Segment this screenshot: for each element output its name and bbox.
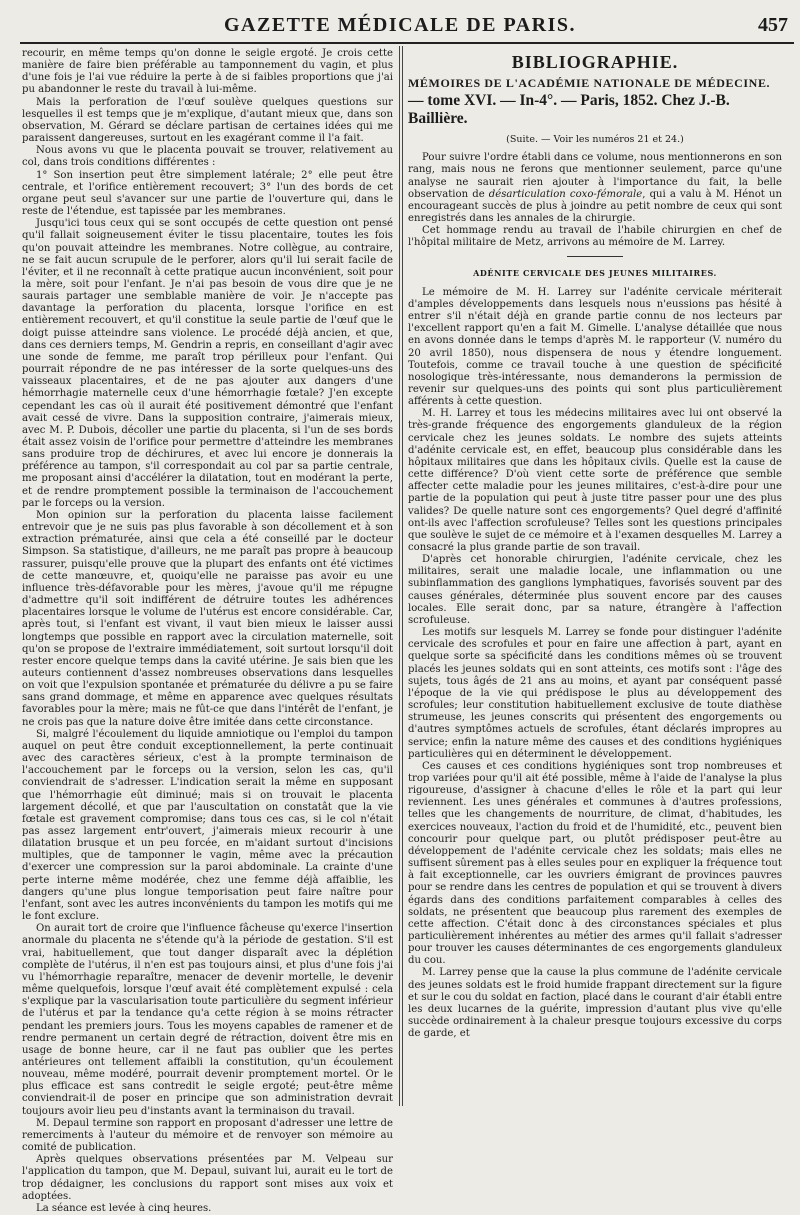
suite-note: (Suite. — Voir les numéros 21 et 24.) — [506, 134, 684, 146]
right-paragraph-1: Le mémoire de M. H. Larrey sur l'adénite cervicale mériterait d'amples développements dans lesquels nous n'eussions pas hésité à entrer s'il n'était déjà en grande partie connu de nos lecteurs par l'excellent rapport qu'en a fait M. Gimelle. L'analyse détaillée que nous en avons donnée dans le temps d'après M. le rapporteur (V. numéro du 20 avril 1850), nous dispensera de nous y étendre longuement. Toutefois, comme ce travail touche à une question de spécificité nosologique très-intéressante, nous demanderons la permission de revenir sur quelques-uns des points qui sont plus particulièrement afférents à cette question. — [408, 286, 782, 408]
left-paragraph-10: Après quelques observations présentées par M. Velpeau sur l'application du tampon, que M. Depaul, suivant lui, aurait eu le tort de trop dédaigner, les conclusions du rapport sont mises aux voix et adoptées. — [22, 1154, 393, 1202]
journal-title: GAZETTE MÉDICALE DE PARIS. — [223, 14, 577, 36]
right-paragraph-5: Ces causes et ces conditions hygiéniques sont trop nombreuses et trop variées pour qu'il ait été possible, même à l'aide de l'analyse la plus rigoureuse, d'assigner à chacune d'elles le rôle et la part qui leur reviennent. Les unes générales et communes à d'autres professions, telles que les changements de nourriture, de climat, d'habitudes, les exercices nouveaux, l'action du froid et de l'humidité, etc., peuvent bien concourir pour quelque part, ou plutôt prédisposer peut-être au développement de l'adénite cervicale chez les soldats; mais elles ne suffisent sûrement pas à elles seules pour en expliquer la fréquence tout à fait exceptionnelle, car les ouvriers émigrant de provinces pauvres pour se rendre dans les centres de population et qui se trouvent à divers égards dans des conditions parfaitement comparables à celles des soldats, ne présentent que beaucoup plus rarement des exemples de cette affection. C'était donc à des circonstances spéciales et plus particulièrement inhérentes au métier des armes qu'il fallait s'adresser pour trouver les causes déterminantes de ces engorgements glanduleux du cou. — [408, 760, 782, 967]
page-number: 457 — [758, 14, 788, 36]
right-paragraph-2: M. H. Larrey et tous les médecins militaires avec lui ont observé la très-grande fréquence des engorgements glanduleux de la région cervicale chez les jeunes soldats. Le nombre des sujets atteints d'adénite cervicale est, en effet, beaucoup plus considérable dans les hôpitaux militaires que dans les hôpitaux civils. Quelle est la cause de cette différence? D'où vient cette sorte de préférence que semble affecter cette maladie pour les jeunes militaires, c'est-à-dire pour une partie de la population qui peut à juste titre passer pour une des plus valides? De quelle nature sont ces engorgements? Quel degré d'affinité ont-ils avec l'affection scrofuleuse? Telles sont les questions principales que soulève le sujet de ce mémoire et à l'examen desquelles M. Larrey a consacré la plus grande partie de son travail. — [408, 408, 782, 553]
header-rule — [20, 42, 794, 44]
section-title-bibliographie: BIBLIOGRAPHIE. — [511, 52, 679, 72]
intro-paragraph-2: Cet hommage rendu au travail de l'habile chirurgien en chef de l'hôpital militaire de Metz, arrivons au mémoire de M. Larrey. — [408, 225, 782, 249]
book-heading — [408, 74, 782, 128]
book-heading-academy: MÉMOIRES DE L'ACADÉMIE NATIONALE DE MÉDECINE. — [408, 76, 771, 91]
book-heading-details: — tome XVI. — In-4°. — Paris, 1852. Chez J.-B. Baillière. — [408, 92, 730, 128]
left-column — [22, 48, 393, 1214]
left-paragraph-3: Nous avons vu que le placenta pouvait se trouver, relativement au col, dans trois conditions différentes : — [22, 145, 393, 169]
right-column — [408, 48, 782, 1103]
intro-text-1b: , qui a valu à M. Hénot un encourageant succès de plus à joindre au petit nombre de ceux qui sont enregistrés dans les annales de la chirurgie. — [408, 188, 782, 225]
left-paragraph-9: M. Depaul termine son rapport en proposant d'adresser une lettre de remerciments à l'auteur du mémoire et de renvoyer son mémoire au comité de publication. — [22, 1117, 393, 1154]
column-divider-second — [402, 46, 403, 1106]
intro-text-italic: désarticulation coxo-fémorale — [488, 188, 643, 200]
right-paragraph-3: D'après cet honorable chirurgien, l'adénite cervicale, chez les militaires, serait une maladie locale, une inflammation ou une subinflammation des ganglions lymphatiques, favorisés souvent par des causes générales, déterminée plus souvent encore par des causes locales. Elle serait donc, par sa nature, étrangère à l'affection scrofuleuse. — [408, 554, 782, 626]
left-paragraph-7: Si, malgré l'écoulement du liquide amniotique ou l'emploi du tampon auquel on peut être conduit exceptionnellement, la perte continuait avec des caractères sérieux, c'est à la prompte terminaison de l'accouchement par le forceps ou la version, selon les cas, qu'il conviendrait de s'adresser. L'indication serait la même en supposant que l'hémorrhagie eût diminué; mais si on trouvait le placenta largement décollé, et que par l'auscultation on constatât que la vie fœtale est gravement compromise; dans tous ces cas, si le col n'était pas assez largement entr'ouvert, j'aimerais mieux recourir à une dilatation brusque et un peu forcée, en m'aidant surtout d'incisions multiples, que de tamponner le vagin, même avec la précaution d'exercer une compression sur la paroi abdominale. La crainte d'une perte interne même modérée, chez une femme déjà affaiblie, les dangers qu'une plus longue temporisation peut faire naître pour l'enfant, sont avec les autres inconvénients du tampon les motifs qui me le font exclure. — [22, 728, 393, 923]
left-paragraph-1: recourir, en même temps qu'on donne le seigle ergoté. Je crois cette manière de faire bien préférable au tamponnement du vagin, et plus d'une fois je l'ai vue réduire la perte à de si faibles proportions que j'ai pu abandonner le reste du travail à lui-même. — [22, 48, 393, 96]
page-header — [0, 0, 800, 40]
left-paragraph-5: Jusqu'ici tous ceux qui se sont occupés de cette question ont pensé qu'il fallait soigneusement éviter le tissu placentaire, toutes les fois qu'on pouvait atteindre les membranes. Notre collègue, au contraire, ne se fait aucun scrupule de le perforer, alors qu'il lui serait facile de l'éviter, et il ne reconnaît à cette pratique aucun inconvénient, soit pour la mère, soit pour l'enfant. Je n'ai pas besoin de vous dire que je ne saurais partager une semblable manière de voir. Je n'accepte pas davantage la perforation du placenta, lorsque l'orifice en est entièrement recouvert, et qu'il constitue la seule partie de l'œuf que le doigt puisse atteindre sans violence. Le procédé déjà ancien, et que, dans ces derniers temps, M. Gendrin a repris, en conseillant d'agir avec une sonde de femme, me paraît trop périlleux pour l'enfant. Qui pourrait répondre de ne pas intéresser de la sorte quelques-uns des vaisseaux placentaires, et de ne pas ajouter aux dangers d'une hémorrhagie maternelle ceux d'une hémorrhagie fœtale? J'en excepte cependant les cas où il aurait été positivement démontré que l'enfant avait cessé de vivre. Dans la supposition contraire, j'aimerais mieux, avec M. P. Dubois, décoller une partie du placenta, si l'un de ses bords était assez voisin de l'orifice pour permettre d'atteindre les membranes sans produire trop de déchirures, et avec lui encore je donnerais la préférence au tampon, s'il correspondait au col par sa partie centrale, me proposant ainsi d'accélérer la dilatation, tout en modérant la perte, et de rendre promptement possible la terminaison de l'accouchement par le forceps ou la version. — [22, 218, 393, 509]
subsection-title: ADÉNITE CERVICALE DES JEUNES MILITAIRES. — [473, 267, 717, 278]
left-paragraph-2: Mais la perforation de l'œuf soulève quelques questions sur lesquelles il est temps que je m'explique, d'autant mieux que, dans son observation, M. Gérard se déclare partisan de certaines idées qui me paraissent dangereuses, surtout en les exagérant comme il l'a fait. — [22, 96, 393, 145]
intro-text-1a: Pour suivre l'ordre établi dans ce volume, nous mentionnerons en son rang, mais nous ne ferons que mentionner seulement, parce qu'une analyse ne saurait rien ajouter à l'importance du fait, la belle observation de — [408, 152, 782, 200]
right-paragraph-6: M. Larrey pense que la cause la plus commune de l'adénite cervicale des jeunes soldats est le froid humide frappant directement sur la figure et sur le cou du soldat en faction, placé dans le courant d'air établi entre les deux lucarnes de la guérite, impression d'autant plus vive qu'elle succède ordinairement à la chaleur presque toujours excessive du corps de garde, et — [408, 967, 782, 1040]
left-paragraph-6: Mon opinion sur la perforation du placenta laisse facilement entrevoir que je ne suis pas plus favorable à son décollement et à son extraction prématurée, ainsi que cela a été conseillé par le docteur Simpson. Sa statistique, d'ailleurs, ne me paraît pas propre à beaucoup rassurer, puisqu'elle prouve que la plupart des enfants ont été victimes de cette manœuvre, et, quoiqu'elle ne paraisse pas avoir eu une influence très-défavorable pour les mères, j'avoue qu'il me répugne d'admettre qu'il soit indifférent de détruire toutes les adhérences placentaires lorsque le volume de l'utérus est encore considérable. Car, après tout, si l'enfant est vivant, il vaut bien mieux le laisser aussi longtemps que possible en rapport avec la circulation maternelle, soit qu'on se propose de l'extraire immédiatement, soit surtout lorsqu'il doit rester encore quelque temps dans la cavité utérine. Je sais bien que les auteurs contiennent d'assez nombreuses observations dans lesquelles on voit que l'expulsion spontanée et prématurée du délivre a pu se faire sans grand dommage, et même en apparence avec quelques résultats favorables pour la mère; mais ne fût-ce que dans l'intérêt de l'enfant, je ne crois pas que la nature doive être imitée dans cette circonstance. — [22, 509, 393, 728]
right-paragraph-4: Les motifs sur lesquels M. Larrey se fonde pour distinguer l'adénite cervicale des scrofules et pour en faire une affection à part, ayant en quelque sorte sa spécificité dans les conditions mêmes où se trouvent placés les jeunes soldats qui en sont atteints, ces motifs sont : l'âge des sujets, tous âgés de 21 ans au moins, et ayant par conséquent passé l'époque de la vie qui prédispose le plus au développement des scrofules; leur constitution habituellement exclusive de toute diathèse strumeuse, les jeunes conscrits qui présentent des engorgements ou d'autres symptômes actuels de scrofules, étant déclarés impropres au service; enfin la nature même des causes et des conditions hygiéniques particulières qui en déterminent le développement. — [408, 627, 782, 760]
section-separator — [567, 256, 623, 257]
left-paragraph-8: On aurait tort de croire que l'influence fâcheuse qu'exerce l'insertion anormale du placenta ne s'étende qu'à la période de gestation. S'il est vrai, habituellement, que tout danger disparaît avec la déplétion complète de l'utérus, il n'en est pas toujours ainsi, et plus d'une fois j'ai vu l'hémorrhagie reparaître, menacer de devenir mortelle, le devenir même quelquefois, lorsque l'œuf avait été complètement expulsé : cela s'explique par la vascularisation toute particulière du segment inférieur de l'utérus et par la tendance qu'a cette région à se moins rétracter pendant les premiers jours. Tous les moyens capables de ramener et de rendre permanent un certain degré de rétraction, doivent être mis en usage de bonne heure, car il ne faut pas oublier que les pertes antérieures ont tellement affaibli la constitution, qu'un écoulement nouveau, même modéré, pourrait devenir promptement mortel. Or le plus efficace est sans contredit le seigle ergoté; peut-être même conviendrait-il de poser en principe que son administration devrait toujours avoir lieu peu d'instants avant la terminaison du travail. — [22, 923, 393, 1117]
left-paragraph-4: 1° Son insertion peut être simplement latérale; 2° elle peut être centrale, et l'orifice entièrement recouvert; 3° l'un des bords de cet organe peut seul s'avancer sur une partie de l'ouverture qui, dans le reste de l'étendue, est tapissée par les membranes. — [22, 169, 393, 218]
intro-paragraph-1 — [408, 152, 782, 225]
left-paragraph-11: La séance est levée à cinq heures. — [36, 1202, 212, 1214]
column-divider — [399, 46, 400, 1106]
